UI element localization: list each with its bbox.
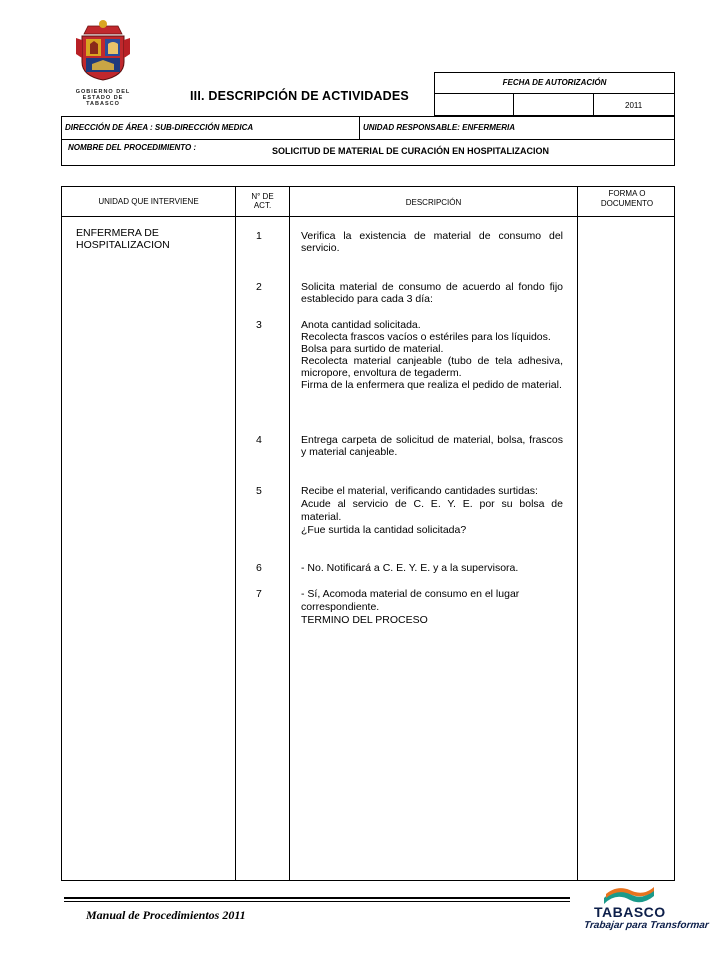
col-header-unidad: UNIDAD QUE INTERVIENE (98, 197, 199, 206)
fecha-year: 2011 (625, 101, 643, 110)
col-header-forma: FORMA O DOCUMENTO (600, 189, 654, 208)
fecha-label: FECHA DE AUTORIZACIÓN (502, 78, 607, 87)
row-num: 4 (256, 434, 262, 446)
procedimiento-label: NOMBRE DEL PROCEDIMIENTO : (68, 143, 197, 152)
row-desc: Anota cantidad solicitada. Recolecta frascos vacíos o estériles para los líquidos. Bolsa para surtido de material. Recolecta material canjeable (tubo de tela adhesiva, micropore, envoltura de tegaderm. Firma de la enfermera que realiza el pedido de material. (301, 319, 563, 391)
col-header-num: N° DE ACT. (251, 192, 274, 210)
brand-slogan: Trabajar para Transformar (583, 920, 710, 931)
crest-icon (68, 18, 138, 82)
unidad-responsable-label: UNIDAD RESPONSABLE: ENFERMERIA (363, 123, 516, 132)
direccion-row (61, 116, 675, 140)
procedimiento-row (61, 139, 675, 166)
crest-caption: GOBIERNO DEL ESTADO DE TABASCO (75, 89, 131, 107)
wave-icon (602, 884, 656, 906)
row-num: 1 (256, 230, 262, 242)
row-desc: Verifica la existencia de material de consumo del servicio. (301, 230, 563, 254)
row-num: 2 (256, 281, 262, 293)
row-num: 7 (256, 588, 262, 600)
tabasco-brand-logo (583, 884, 710, 942)
row-desc: - Sí, Acomoda material de consumo en el lugar correspondiente. TERMINO DEL PROCESO (301, 588, 520, 626)
row-num: 6 (256, 562, 262, 574)
procedimiento-name: SOLICITUD DE MATERIAL DE CURACIÓN EN HOSPITALIZACION (272, 146, 550, 156)
state-crest-logo (68, 18, 138, 106)
footer-rule (64, 897, 570, 899)
footer-rule-thin (64, 901, 570, 902)
manual-footer-text: Manual de Procedimientos 2011 (86, 908, 246, 922)
fecha-autorizacion-box (434, 72, 675, 116)
row-desc: Recibe el material, verificando cantidades surtidas: Acude al servicio de C. E. Y. E. por su bolsa de material. ¿Fue surtida la cantidad solicitada? (301, 485, 563, 536)
brand-name: TABASCO (594, 904, 666, 920)
row-desc: Entrega carpeta de solicitud de material, bolsa, frascos y material canjeable. (301, 434, 563, 458)
col-header-descripcion: DESCRIPCIÓN (405, 198, 462, 207)
unidad-cell: ENFERMERA DE HOSPITALIZACION (76, 227, 170, 251)
page-title: III. DESCRIPCIÓN DE ACTIVIDADES (190, 89, 409, 103)
direccion-label: DIRECCIÓN DE ÁREA : SUB-DIRECCIÓN MEDICA (65, 123, 254, 132)
row-desc: Solicita material de consumo de acuerdo al fondo fijo establecido para cada 3 día: (301, 281, 563, 305)
row-num: 5 (256, 485, 262, 497)
row-num: 3 (256, 319, 262, 331)
row-desc: - No. Notificará a C. E. Y. E. y a la supervisora. (301, 562, 519, 574)
